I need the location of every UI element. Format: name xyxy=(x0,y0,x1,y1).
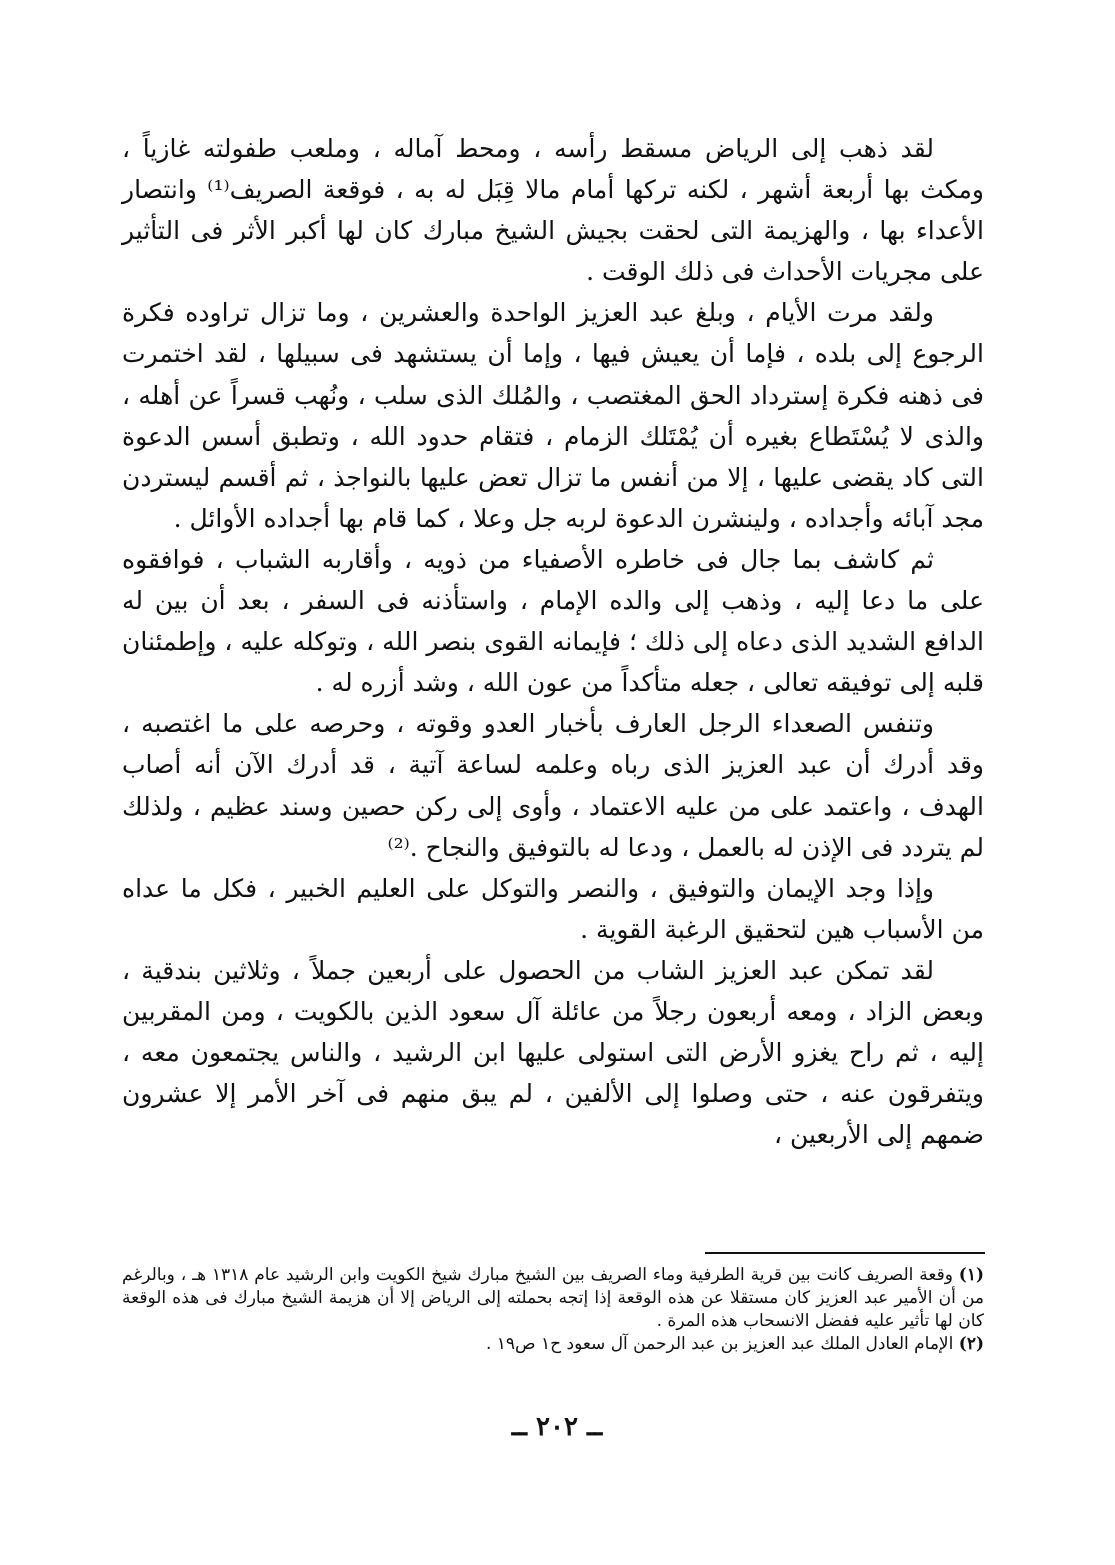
paragraph-1: لقد ذهب إلى الرياض مسقط رأسه ، ومحط آماله ، وملعب طفولته غازياً ، ومكث بها أربعة أشهر ، لكنه تركها أمام مالا قِبَل له به ، فوقعة الصريف⁽¹⁾ وانتصار الأعداء بها ، والهزيمة التى لحقت بجيش الشيخ مبارك كان لها أكبر الأثر فى التأثير على مجريات الأحداث فى ذلك الوقت . xyxy=(122,134,984,287)
footnote-2 xyxy=(122,1333,984,1356)
footnote-1 xyxy=(122,1264,984,1333)
footnotes xyxy=(122,1264,984,1356)
paragraph-2: ولقد مرت الأيام ، وبلغ عبد العزيز الواحدة والعشرين ، وما تزال تراوده فكرة الرجوع إلى بلده ، فإما أن يعيش فيها ، وإما أن يستشهد فى سبيلها ، لقد اختمرت فى ذهنه فكرة إسترداد الحق المغتصب ، والمُلك الذى سلب ، ونُهب قسراً عن أهله ، والذى لا يُسْتَطاع بغيره أن يُمْتَلك الزمام ، فتقام حدود الله ، وتطبق أسس الدعوة التى كاد يقضى عليها ، إلا من أنفس ما تزال تعض عليها بالنواجذ ، ثم أقسم ليستردن مجد آبائه وأجداده ، ولينشرن الدعوة لربه جل وعلا ، كما قام بها أجداده الأوائل . xyxy=(122,298,984,533)
footnote-1-number: (١) xyxy=(958,1265,985,1285)
footnote-2-number: (٢) xyxy=(958,1334,984,1354)
page-number: ــ ٢٠٢ ــ xyxy=(511,1412,603,1442)
paragraph-3: ثم كاشف بما جال فى خاطره الأصفياء من ذويه ، وأقاربه الشباب ، فوافقوه على ما دعا إليه ، وذهب إلى والده الإمام ، واستأذنه فى السفر ، بعد أن بين له الدافع الشديد الذى دعاه إلى ذلك ؛ فإيمانه القوى بنصر الله ، وتوكله عليه ، وإطمئنان قلبه إلى توفيقه تعالى ، جعله متأكداً من عون الله ، وشد أزره له . xyxy=(122,544,984,698)
footnote-divider xyxy=(705,1252,985,1254)
main-text xyxy=(122,128,984,1155)
footnote-1-text: وقعة الصريف كانت بين قرية الطرفية وماء الصريف بين الشيخ مبارك شيخ الكويت وابن الرشيد عام ١٣١٨ هـ ، وبالرغم من أن الأمير عبد العزيز كان مستقلا عن هذه الوقعة إذا إتجه بحملته إلى الرياض إلا أن هزيمة الشيخ مبارك فى هذه الوقعة كان لها تأثير عليه ففضل الانسحاب هذه المرة . xyxy=(122,1265,984,1331)
paragraph-4: وتنفس الصعداء الرجل العارف بأخبار العدو وقوته ، وحرصه على ما اغتصبه ، وقد أدرك أن عبد العزيز الذى رباه وعلمه لساعة آتية ، قد أدرك الآن أنه أصاب الهدف ، واعتمد على من عليه الاعتماد ، وأوى إلى ركن حصين وسند عظيم ، ولذلك لم يتردد فى الإذن له بالعمل ، ودعا له بالتوفيق والنجاح .⁽²⁾ xyxy=(122,709,984,862)
paragraph-6: لقد تمكن عبد العزيز الشاب من الحصول على أربعين جملاً ، وثلاثين بندقية ، وبعض الزاد ، ومعه أربعون رجلاً من عائلة آل سعود الذين بالكويت ، ومن المقربين إليه ، ثم راح يغزو الأرض التى استولى عليها ابن الرشيد ، والناس يجتمعون معه ، ويتفرقون عنه ، حتى وصلوا إلى الألفين ، لم يبق منهم فى آخر الأمر إلا عشرون ضمهم إلى الأربعين ، xyxy=(122,955,984,1150)
footnote-2-text: الإمام العادل الملك عبد العزيز بن عبد الرحمن آل سعود ح١ ص١٩ . xyxy=(485,1334,954,1354)
paragraph-5: وإذا وجد الإيمان والتوفيق ، والنصر والتوكل على العليم الخبير ، فكل ما عداه من الأسباب هين لتحقيق الرغبة القوية . xyxy=(122,873,984,944)
